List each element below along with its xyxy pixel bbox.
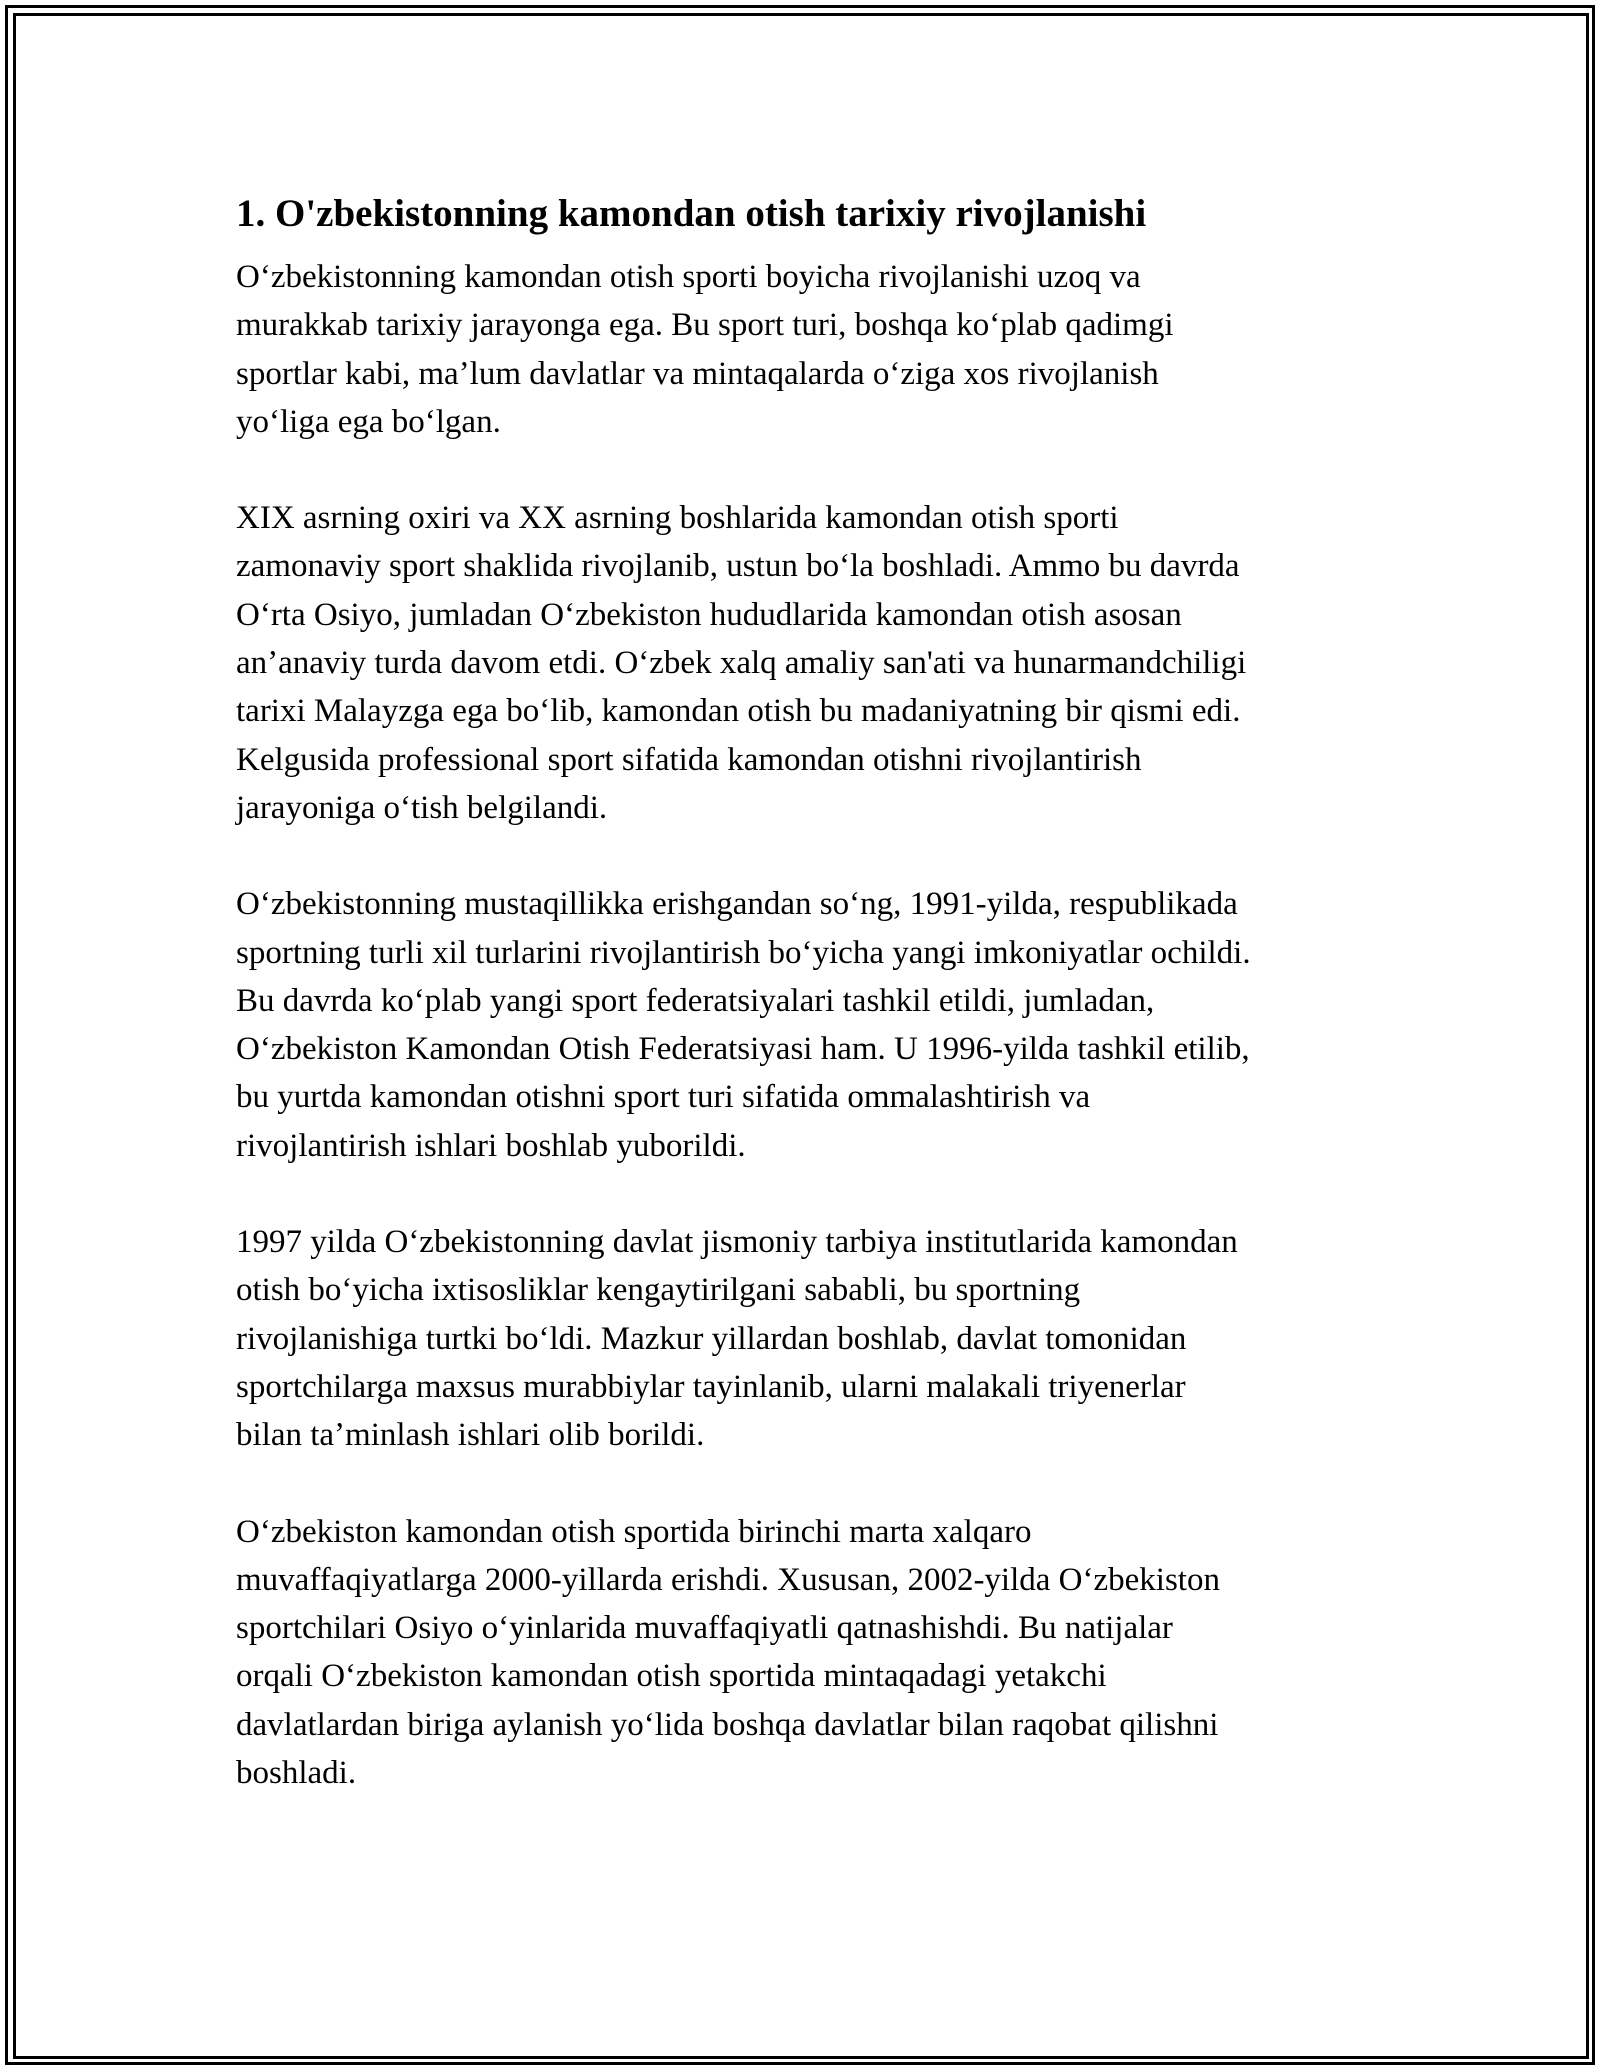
text-line: otish boʻyicha ixtisosliklar kengaytirilgani sababli, bu sportning — [236, 1272, 1081, 1309]
text-line: rivojlanishiga turtki boʻldi. Mazkur yillardan boshlab, davlat tomonidan — [236, 1320, 1187, 1357]
text-line: Oʻzbekiston kamondan otish sportida birinchi marta xalqaro — [236, 1513, 1032, 1550]
text-line: orqali Oʻzbekiston kamondan otish sportida mintaqadagi yetakchi — [236, 1658, 1107, 1695]
text-line: Bu davrda koʻplab yangi sport federatsiyalari tashkil etildi, jumladan, — [236, 982, 1155, 1019]
text-line: XIX asrning oxiri va XX asrning boshlarida kamondan otish sporti — [236, 500, 1119, 537]
text-line: Kelgusida professional sport sifatida kamondan otishni rivojlantirish — [236, 741, 1142, 778]
text-line: Oʻzbekistonning mustaqillikka erishgandan soʻng, 1991-yilda, respublikada — [236, 886, 1238, 923]
paragraph-19th-century — [236, 494, 1386, 832]
paragraph-independence — [236, 880, 1386, 1170]
text-line: yoʻliga ega boʻlgan. — [236, 403, 501, 440]
text-line: sportlar kabi, maʼlum davlatlar va mintaqalarda oʻziga xos rivojlanish — [236, 355, 1159, 392]
text-line: muvaffaqiyatlarga 2000-yillarda erishdi. Xususan, 2002-yilda Oʻzbekiston — [236, 1561, 1220, 1598]
section-heading: 1. O'zbekistonning kamondan otish tarixiy rivojlanishi — [236, 192, 1147, 235]
text-line: sportchilari Osiyo oʻyinlarida muvaffaqiyatli qatnashishdi. Bu natijalar — [236, 1610, 1173, 1647]
text-line: 1997 yilda Oʻzbekistonning davlat jismoniy tarbiya institutlarida kamondan — [236, 1224, 1238, 1261]
text-line: zamonaviy sport shaklida rivojlanib, ustun boʻla boshladi. Ammo bu davrda — [236, 548, 1240, 585]
paragraph-intro — [236, 253, 1386, 446]
text-line: tarixi Malayzga ega boʻlib, kamondan otish bu madaniyatning bir qismi edi. — [236, 693, 1241, 730]
text-line: sportchilarga maxsus murabbiylar tayinlanib, ularni malakali triyenerlar — [236, 1368, 1186, 1405]
text-line: bilan taʼminlash ishlari olib borildi. — [236, 1417, 705, 1454]
document-body — [236, 186, 1386, 1845]
paragraph-international-success — [236, 1508, 1386, 1798]
text-line: murakkab tarixiy jarayonga ega. Bu sport turi, boshqa koʻplab qadimgi — [236, 307, 1174, 344]
text-line: anʼanaviy turda davom etdi. Oʻzbek xalq amaliy san'ati va hunarmandchiligi — [236, 645, 1247, 682]
text-line: Oʻrta Osiyo, jumladan Oʻzbekiston hududlarida kamondan otish asosan — [236, 596, 1182, 633]
text-line: sportning turli xil turlarini rivojlantirish boʻyicha yangi imkoniyatlar ochildi. — [236, 934, 1251, 971]
text-line: jarayoniga oʻtish belgilandi. — [236, 789, 608, 826]
paragraph-1997 — [236, 1218, 1386, 1459]
text-line: rivojlantirish ishlari boshlab yuborildi. — [236, 1127, 746, 1164]
text-line: Oʻzbekiston Kamondan Otish Federatsiyasi ham. U 1996-yilda tashkil etilib, — [236, 1031, 1250, 1068]
text-line: Oʻzbekistonning kamondan otish sporti boyicha rivojlanishi uzoq va — [236, 259, 1141, 295]
text-line: boshladi. — [236, 1755, 357, 1792]
text-line: bu yurtda kamondan otishni sport turi sifatida ommalashtirish va — [236, 1079, 1091, 1116]
text-line: davlatlardan biriga aylanish yoʻlida boshqa davlatlar bilan raqobat qilishni — [236, 1706, 1219, 1743]
